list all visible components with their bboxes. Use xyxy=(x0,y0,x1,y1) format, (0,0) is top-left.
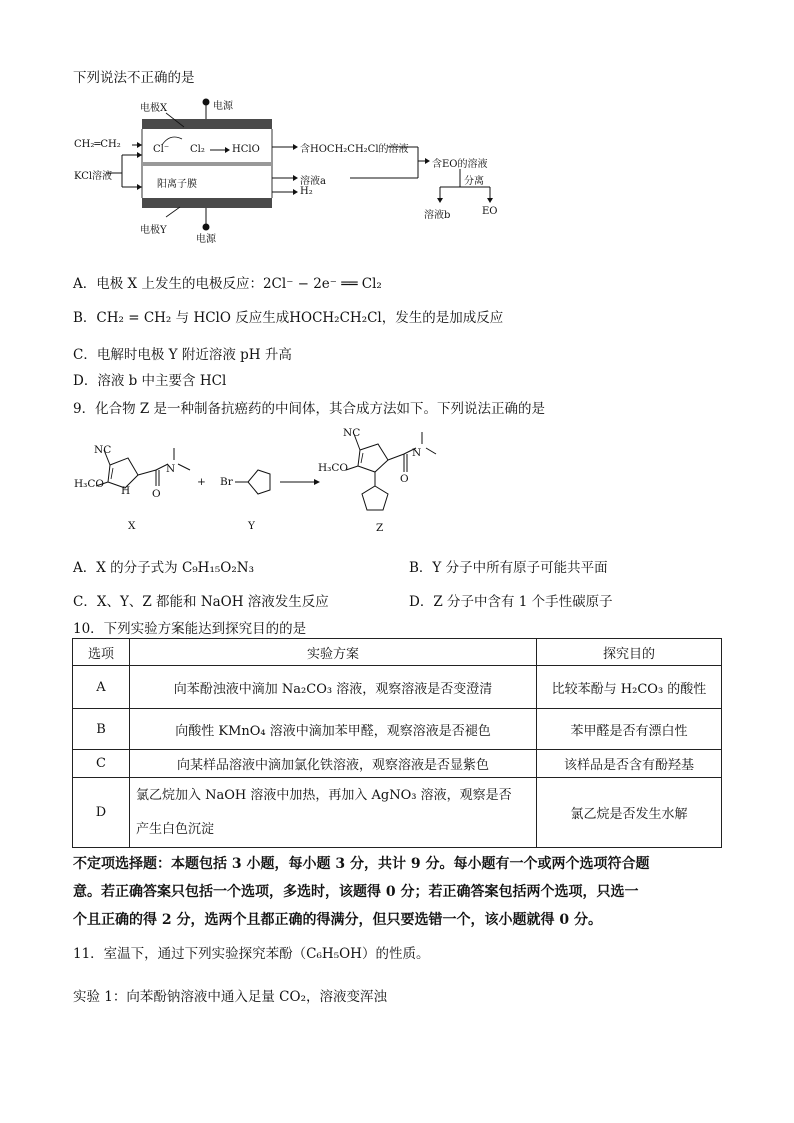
x-h-label: H xyxy=(121,485,131,497)
section-instructions-line2: 意。若正确答案只包括一个选项，多选时，该题得 0 分；若正确答案包括两个选项，只选一 xyxy=(73,884,639,900)
membrane-bar xyxy=(142,162,272,166)
table-row: D 氯乙烷加入 NaOH 溶液中加热，再加入 AgNO₃ 溶液，观察是否 产生白色沉淀 氯乙烷是否发生水解 xyxy=(73,778,722,848)
compound-y-label: Y xyxy=(248,520,255,532)
table-row: C 向某样品溶液中滴加氯化铁溶液，观察溶液是否显紫色 该样品是否含有酚羟基 xyxy=(73,750,722,778)
section-instructions-line1: 不定项选择题：本题包括 3 小题，每小题 3 分，共计 9 分。每小题有一个或两个选项符合题 xyxy=(73,856,650,872)
kcl-input-label: KCl溶液 xyxy=(74,171,113,182)
q9-stem: 9．化合物 Z 是一种制备抗癌药的中间体，其合成方法如下。下列说法正确的是 xyxy=(73,401,546,417)
eo-solution-label: 含EO的溶液 xyxy=(432,159,488,170)
table-header-row xyxy=(73,639,722,666)
compound-x-label: X xyxy=(128,520,136,532)
experiment-table xyxy=(72,638,722,848)
q10-stem: 10．下列实验方案能达到探究目的的是 xyxy=(73,621,307,637)
y-br-label: Br xyxy=(220,476,233,488)
electrode-y-plate xyxy=(142,198,272,208)
header-plan: 实验方案 xyxy=(130,639,537,666)
q9-option-c: C．X、Y、Z 都能和 NaOH 溶液发生反应 xyxy=(73,594,329,610)
solution-a-label: 溶液a xyxy=(300,176,326,187)
z-nc-label: NC xyxy=(343,427,361,439)
electrode-x-plate xyxy=(142,119,272,129)
chlorine-label: Cl₂ xyxy=(190,144,205,155)
q8-stem: 下列说法不正确的是 xyxy=(73,70,195,86)
q9-option-d: D．Z 分子中含有 1 个手性碳原子 xyxy=(409,594,613,610)
q9-option-a: A．X 的分子式为 C₉H₁₅O₂N₃ xyxy=(73,560,254,576)
compound-z-label: Z xyxy=(376,522,384,534)
q9-option-b: B．Y 分子中所有原子可能共平面 xyxy=(409,560,608,576)
section-instructions-line3: 个且正确的得 2 分，选两个且都正确的得满分，但只要选错一个，该小题就得 0 分。 xyxy=(73,912,602,928)
synthesis-scheme xyxy=(70,420,440,540)
z-h3co-label: H₃CO xyxy=(318,462,349,474)
header-option: 选项 xyxy=(73,639,130,666)
q8-option-a: A．电极 X 上发生的电极反应：2Cl⁻ − 2e⁻ ══ Cl₂ xyxy=(73,276,382,292)
q8-option-d: D．溶液 b 中主要含 HCl xyxy=(73,373,227,389)
hoch-output-label: 含HOCH₂CH₂Cl的溶液 xyxy=(300,144,409,155)
plus-sign: + xyxy=(197,476,206,488)
table-row: B 向酸性 KMnO₄ 溶液中滴加苯甲醛，观察溶液是否褪色 苯甲醛是否有漂白性 xyxy=(73,709,722,750)
electrolysis-diagram xyxy=(70,95,510,245)
table-row: A 向苯酚浊液中滴加 Na₂CO₃ 溶液，观察溶液是否变澄清 比较苯酚与 H₂CO₃ 的酸性 xyxy=(73,666,722,709)
eo-label: EO xyxy=(482,206,498,217)
power-top-label: 电源 xyxy=(213,101,233,112)
header-goal: 探究目的 xyxy=(537,639,722,666)
electrode-x-label: 电极X xyxy=(140,103,168,114)
x-nc-label: NC xyxy=(94,444,112,456)
z-n-label: N xyxy=(412,447,422,459)
x-o-label: O xyxy=(152,488,161,500)
electrode-y-label: 电极Y xyxy=(140,225,167,236)
q8-option-b: B．CH₂ = CH₂ 与 HClO 反应生成HOCH₂CH₂Cl，发生的是加成反应 xyxy=(73,310,504,326)
q11-experiment-1: 实验 1：向苯酚钠溶液中通入足量 CO₂，溶液变浑浊 xyxy=(73,989,387,1005)
hclo-label: HClO xyxy=(232,144,260,155)
solution-b-label: 溶液b xyxy=(424,210,451,221)
z-o-label: O xyxy=(400,473,409,485)
membrane-label: 阳离子膜 xyxy=(157,179,197,190)
power-top-dot xyxy=(203,99,210,106)
separate-label: 分离 xyxy=(464,176,484,187)
x-n-label: N xyxy=(166,463,176,475)
chloride-ion-label: Cl⁻ xyxy=(153,144,170,155)
ethylene-input-label: CH₂═CH₂ xyxy=(74,139,121,150)
x-h3co-label: H₃CO xyxy=(74,478,105,490)
power-bottom-label: 电源 xyxy=(196,234,216,245)
hydrogen-label: H₂ xyxy=(300,186,313,197)
q11-stem: 11．室温下，通过下列实验探究苯酚（C₆H₅OH）的性质。 xyxy=(73,946,430,962)
q8-option-c: C．电解时电极 Y 附近溶液 pH 升高 xyxy=(73,347,292,363)
